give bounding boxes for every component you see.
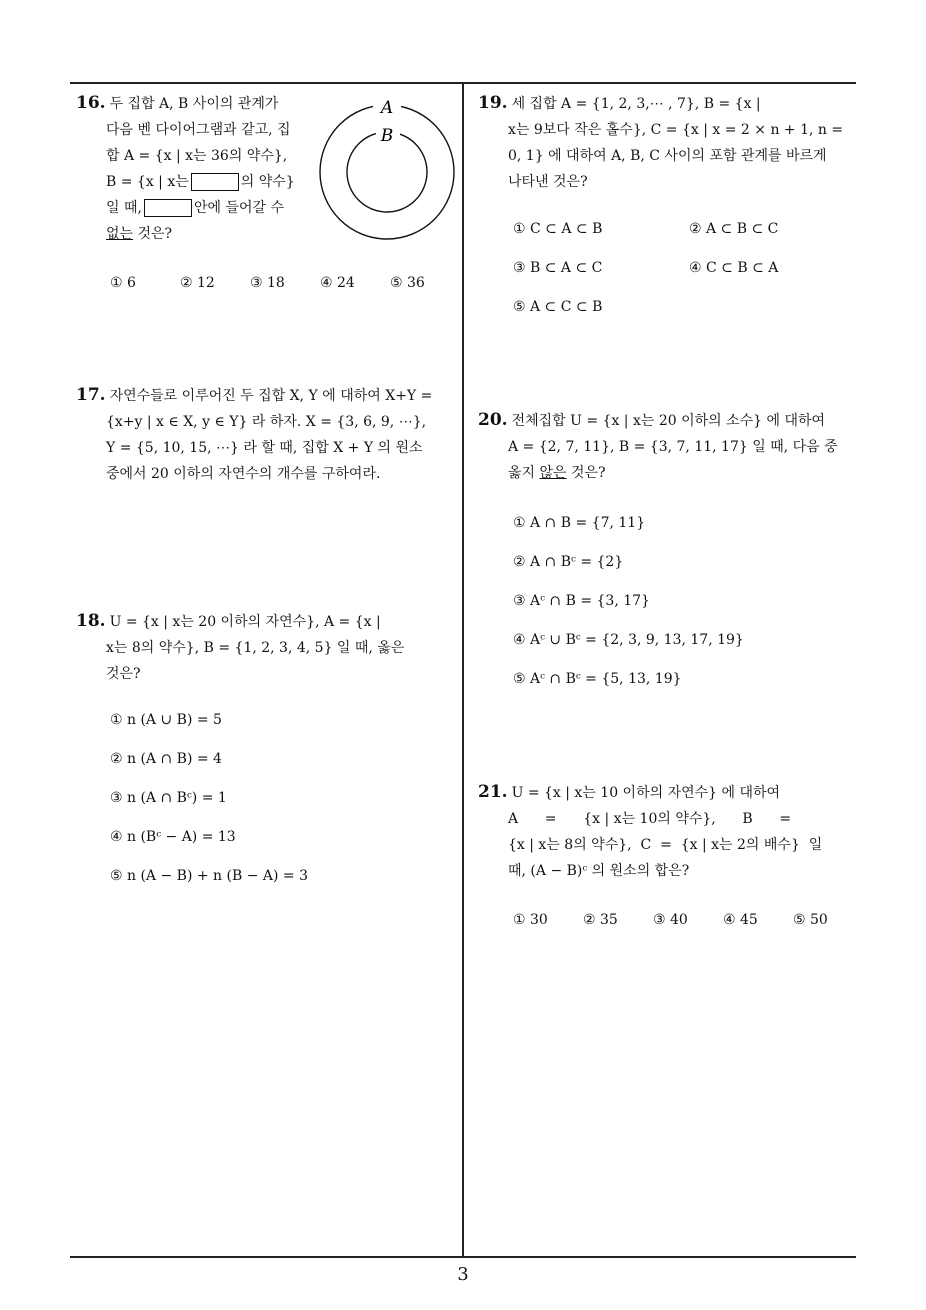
question-text: A = {x | x는 10의 약수}, B = bbox=[508, 811, 792, 827]
option[interactable]: ④ 45 bbox=[723, 912, 758, 928]
option[interactable]: ① n (A ∪ B) = 5 bbox=[110, 712, 222, 728]
option[interactable]: ⑤ n (A − B) + n (B − A) = 3 bbox=[110, 868, 309, 884]
option[interactable]: ⑤ A ⊂ C ⊂ B bbox=[513, 299, 603, 315]
question-number: 19. bbox=[478, 93, 508, 113]
question-text: 자연수들로 이루어진 두 집합 X, Y 에 대하여 X+Y = bbox=[109, 388, 433, 404]
option[interactable]: ④ n (Bᶜ − A) = 13 bbox=[110, 829, 236, 845]
question-number: 17. bbox=[76, 385, 106, 405]
question-text: A = {2, 7, 11}, B = {3, 7, 11, 17} 일 때, 다음 중 bbox=[508, 439, 838, 455]
question-19 bbox=[478, 90, 858, 195]
option[interactable]: ⑤ 50 bbox=[793, 912, 828, 928]
option[interactable]: ④ C ⊂ B ⊂ A bbox=[689, 260, 779, 276]
option[interactable]: ② 12 bbox=[180, 275, 215, 291]
question-text: U = {x | x는 10 이하의 자연수} 에 대하여 bbox=[511, 785, 781, 801]
question-text: 두 집합 A, B 사이의 관계가 bbox=[109, 96, 279, 112]
question-text: B = {x | x는 bbox=[106, 174, 189, 190]
question-text: 합 A = {x | x는 36의 약수}, bbox=[106, 148, 288, 164]
option[interactable]: ① A ∩ B = {7, 11} bbox=[513, 515, 646, 531]
question-text: 것은? bbox=[566, 465, 606, 481]
question-18 bbox=[76, 608, 460, 687]
question-21 bbox=[478, 779, 858, 884]
question-20 bbox=[478, 407, 858, 486]
option[interactable]: ② A ∩ Bᶜ = {2} bbox=[513, 554, 624, 570]
option[interactable]: ③ Aᶜ ∩ B = {3, 17} bbox=[513, 593, 650, 609]
option[interactable]: ③ n (A ∩ Bᶜ) = 1 bbox=[110, 790, 227, 806]
question-text: 옳지 bbox=[508, 465, 540, 481]
question-text: 안에 들어갈 수 bbox=[193, 200, 284, 216]
question-text: 것은? bbox=[106, 666, 141, 682]
option[interactable]: ③ 40 bbox=[653, 912, 688, 928]
question-number: 21. bbox=[478, 782, 508, 802]
option[interactable]: ⑤ 36 bbox=[390, 275, 425, 291]
option[interactable]: ② n (A ∩ B) = 4 bbox=[110, 751, 222, 767]
venn-inner-label: B bbox=[380, 126, 394, 146]
question-number: 20. bbox=[478, 410, 508, 430]
question-text: U = {x | x는 20 이하의 자연수}, A = {x | bbox=[109, 614, 381, 630]
blank-box bbox=[191, 173, 239, 191]
question-number: 16. bbox=[76, 93, 106, 113]
blank-box bbox=[144, 199, 192, 217]
question-text: {x+y | x ∈ X, y ∈ Y} 라 하자. X = {3, 6, 9, ⋯}, bbox=[106, 414, 427, 430]
option[interactable]: ⑤ Aᶜ ∩ Bᶜ = {5, 13, 19} bbox=[513, 671, 682, 687]
question-text: 의 약수} bbox=[240, 174, 295, 190]
question-text: x는 8의 약수}, B = {1, 2, 3, 4, 5} 일 때, 옳은 bbox=[106, 640, 405, 656]
question-text: 나타낸 것은? bbox=[508, 174, 588, 190]
option[interactable]: ① C ⊂ A ⊂ B bbox=[513, 221, 603, 237]
question-text: 일 때, bbox=[106, 200, 142, 216]
question-text: 세 집합 A = {1, 2, 3,⋯ , 7}, B = {x | bbox=[511, 96, 761, 112]
question-16 bbox=[76, 90, 316, 247]
bottom-rule bbox=[70, 1256, 856, 1258]
question-text: 0, 1} 에 대하여 A, B, C 사이의 포함 관계를 바르게 bbox=[508, 148, 827, 164]
option[interactable]: ② 35 bbox=[583, 912, 618, 928]
option[interactable]: ④ 24 bbox=[320, 275, 355, 291]
venn-diagram bbox=[318, 92, 458, 252]
underlined-word: 않은 bbox=[539, 465, 567, 481]
underlined-word: 없는 bbox=[106, 226, 134, 242]
question-number: 18. bbox=[76, 611, 106, 631]
question-text: {x | x는 8의 약수}, C = {x | x는 2의 배수} 일 bbox=[508, 837, 823, 853]
question-17 bbox=[76, 382, 460, 487]
option[interactable]: ③ B ⊂ A ⊂ C bbox=[513, 260, 603, 276]
option[interactable]: ① 6 bbox=[110, 275, 136, 291]
question-text: 때, (A − B)ᶜ 의 원소의 합은? bbox=[508, 863, 690, 879]
column-divider bbox=[462, 82, 464, 1258]
question-text: 전체집합 U = {x | x는 20 이하의 소수} 에 대하여 bbox=[511, 413, 826, 429]
option[interactable]: ① 30 bbox=[513, 912, 548, 928]
question-text: 중에서 20 이하의 자연수의 개수를 구하여라. bbox=[106, 466, 381, 482]
option[interactable]: ④ Aᶜ ∪ Bᶜ = {2, 3, 9, 13, 17, 19} bbox=[513, 632, 744, 648]
page-number: 3 bbox=[457, 1264, 469, 1285]
venn-outer-label: A bbox=[380, 98, 394, 118]
question-text: x는 9보다 작은 홀수}, C = {x | x = 2 × n + 1, n = bbox=[508, 122, 844, 138]
option[interactable]: ② A ⊂ B ⊂ C bbox=[689, 221, 779, 237]
question-text: 다음 벤 다이어그램과 같고, 집 bbox=[106, 122, 291, 138]
option[interactable]: ③ 18 bbox=[250, 275, 285, 291]
question-text: 것은? bbox=[133, 226, 173, 242]
question-text: Y = {5, 10, 15, ⋯} 라 할 때, 집합 X + Y 의 원소 bbox=[106, 440, 423, 456]
